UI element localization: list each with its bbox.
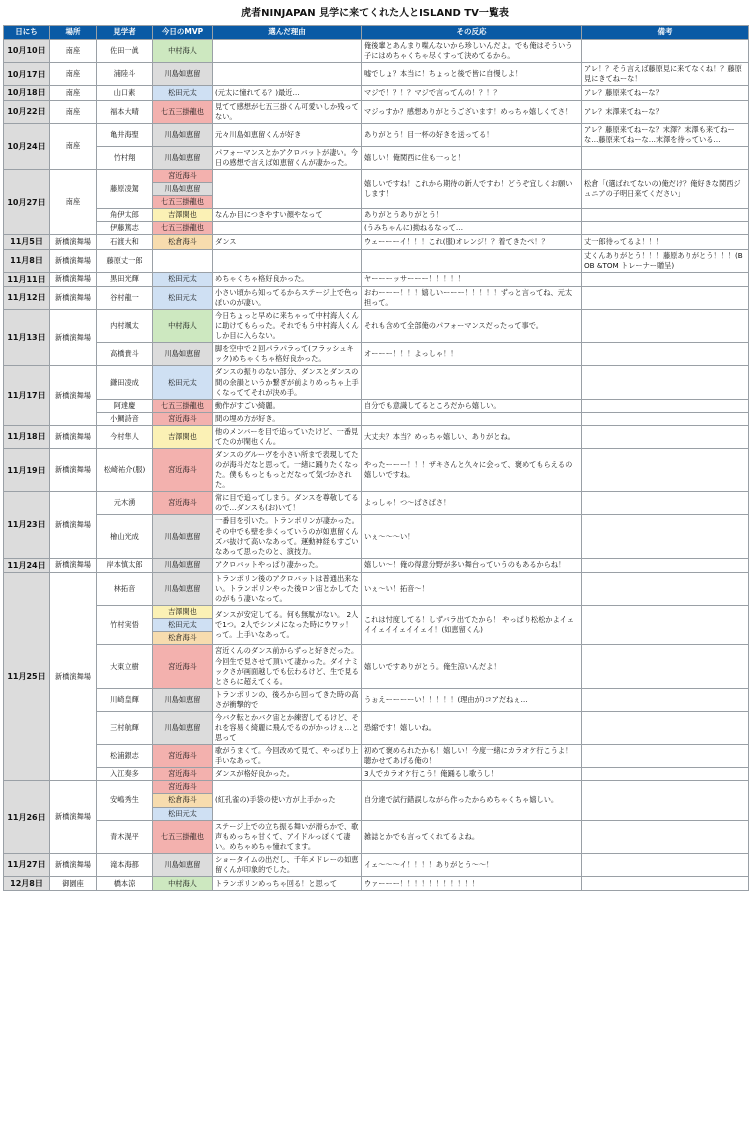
mvp-cell: 川島如恵留 xyxy=(153,123,213,146)
visitor-cell: 小鯛詩音 xyxy=(97,412,153,425)
note-cell xyxy=(582,572,749,605)
place-cell: 南座 xyxy=(50,100,97,123)
reason-cell: 歌がうまくて。今回改めて見て、やっぱり上手いなあって。 xyxy=(213,745,362,768)
place-cell: 新橋演舞場 xyxy=(50,558,97,572)
date-cell: 10月22日 xyxy=(4,100,50,123)
date-cell: 10月10日 xyxy=(4,40,50,63)
reason-cell: 常に目で追ってしまう。ダンスを尊敬してるので…ダンスも(お)いて！ xyxy=(213,492,362,515)
place-cell: 新橋演舞場 xyxy=(50,310,97,366)
date-cell: 11月12日 xyxy=(4,286,50,309)
table-row xyxy=(4,146,749,169)
note-cell xyxy=(582,781,749,820)
table-row xyxy=(4,515,749,558)
note-cell: アレ！？そう言えば藤原見に来てなくね！？藤原見にきてねーな！ xyxy=(582,63,749,86)
mvp-cell: 中村海人 xyxy=(153,310,213,343)
visitor-cell: 松崎祐介(服) xyxy=(97,448,153,491)
date-cell: 11月23日 xyxy=(4,492,50,558)
place-cell: 新橋演舞場 xyxy=(50,572,97,780)
table-row xyxy=(4,425,749,448)
mvp-cell: 七五三掛龍也 xyxy=(153,100,213,123)
reason-cell: ステージ上での立ち振る舞いが滑らかで、歌声もめっちゃ甘くて、アイドルっぽくて凄い。めちゃめちゃ憧れてます。 xyxy=(213,820,362,853)
reaction-cell: ウェーーーイ！！！これ(服)オレンジ！？着てきたぺ！？ xyxy=(362,235,582,249)
mvp-cell: 川島如恵留 xyxy=(153,343,213,366)
reaction-cell: いぇ〜い！拓音〜！ xyxy=(362,572,582,605)
table-row xyxy=(4,820,749,853)
date-cell: 11月5日 xyxy=(4,235,50,249)
mvp-cell: 川島如恵留 xyxy=(153,183,213,196)
reaction-cell: 初めて褒められたかも！嬉しい！今度一緒にカラオケ行こうよ！聴かせてあげる俺の！ xyxy=(362,745,582,768)
date-cell: 11月26日 xyxy=(4,781,50,853)
visitor-cell: 谷村龍一 xyxy=(97,286,153,309)
table-row xyxy=(4,768,749,781)
visitor-cell: 浦陸斗 xyxy=(97,63,153,86)
visitor-cell: 阿達慶 xyxy=(97,399,153,412)
reason-cell xyxy=(213,222,362,235)
mvp-cell: 宮近海斗 xyxy=(153,492,213,515)
visitor-cell: 伊藤篤志 xyxy=(97,222,153,235)
note-cell xyxy=(582,876,749,890)
place-cell: 新橋演舞場 xyxy=(50,853,97,876)
reason-cell xyxy=(213,249,362,272)
date-cell: 10月18日 xyxy=(4,86,50,100)
mvp-cell: 吉澤閑也 xyxy=(153,606,213,619)
reaction-cell: 3人でカラオケ行こう！俺踊るし歌うし！ xyxy=(362,768,582,781)
mvp-cell: 松田元太 xyxy=(153,286,213,309)
place-cell: 南座 xyxy=(50,63,97,86)
table-row xyxy=(4,853,749,876)
table-row xyxy=(4,366,749,399)
reaction-cell: マジっすか？感想ありがとうございます！めっちゃ嬉しくてさ！ xyxy=(362,100,582,123)
date-cell: 11月27日 xyxy=(4,853,50,876)
visitor-cell: 鎌田凌成 xyxy=(97,366,153,399)
reaction-cell: いぇ〜〜〜い！ xyxy=(362,515,582,558)
note-cell xyxy=(582,448,749,491)
mvp-cell: 中村海人 xyxy=(153,40,213,63)
header-visitor: 見学者 xyxy=(97,26,153,40)
reaction-cell xyxy=(362,412,582,425)
note-cell xyxy=(582,366,749,399)
visitor-cell: 滝本海都 xyxy=(97,853,153,876)
place-cell: 新橋演舞場 xyxy=(50,272,97,286)
reason-cell: ダンスが格好良かった。 xyxy=(213,768,362,781)
mvp-cell: 宮近海斗 xyxy=(153,645,213,688)
reaction-cell: 俺後輩とあんまり喋んないから珍しいんだよ。でも俺はそういう子にはめちゃくちゃ尽くすって決めてるから。 xyxy=(362,40,582,63)
note-cell: アレ？藤原来てねーな？末澤？末澤も来てねーな…藤原来てねーな…末澤を待っている… xyxy=(582,123,749,146)
mvp-cell: 松田元太 xyxy=(153,619,213,632)
visitor-cell: 松浦銀志 xyxy=(97,745,153,768)
reason-cell: アクロバットやっぱり凄かった。 xyxy=(213,558,362,572)
place-cell: 新橋演舞場 xyxy=(50,781,97,853)
date-cell: 11月25日 xyxy=(4,572,50,780)
mvp-cell: 川島如恵留 xyxy=(153,558,213,572)
place-cell: 新橋演舞場 xyxy=(50,366,97,425)
visitor-cell: 藤原凌駕 xyxy=(97,169,153,208)
table-row xyxy=(4,645,749,688)
visitor-cell: 佐田一眞 xyxy=(97,40,153,63)
note-cell xyxy=(582,515,749,558)
table-row xyxy=(4,492,749,515)
date-cell: 11月13日 xyxy=(4,310,50,366)
header-note: 備考 xyxy=(582,26,749,40)
mvp-cell: 川島如恵留 xyxy=(153,688,213,711)
visitor-cell: 今村隼人 xyxy=(97,425,153,448)
table-row xyxy=(4,169,749,182)
visitor-cell: 入江奏多 xyxy=(97,768,153,781)
reason-cell: パフォーマンスとかアクロバットが凄い。今日の感想で言えば如恵留くんが凄かった。 xyxy=(213,146,362,169)
date-cell: 11月18日 xyxy=(4,425,50,448)
date-cell: 11月19日 xyxy=(4,448,50,491)
place-cell: 南座 xyxy=(50,169,97,234)
reason-cell: なんか目につきやすい顔やなって xyxy=(213,209,362,222)
visitor-cell: 川崎皇輝 xyxy=(97,688,153,711)
reaction-cell: ありがとう！目一杯の好きを送ってる！ xyxy=(362,123,582,146)
table-row xyxy=(4,249,749,272)
reason-cell: めちゃくちゃ格好良かった。 xyxy=(213,272,362,286)
mvp-cell: 宮近海斗 xyxy=(153,768,213,781)
mvp-cell: 吉澤閑也 xyxy=(153,209,213,222)
reason-cell: (元太に憧れてる？)最近… xyxy=(213,86,362,100)
table-row xyxy=(4,100,749,123)
table-row xyxy=(4,286,749,309)
visitor-cell: 石渡大和 xyxy=(97,235,153,249)
date-cell: 10月24日 xyxy=(4,123,50,169)
header-mvp: 今日のMVP xyxy=(153,26,213,40)
reaction-cell: 嬉しいですありがとう。俺生涼いんだよ！ xyxy=(362,645,582,688)
place-cell: 南座 xyxy=(50,86,97,100)
note-cell xyxy=(582,853,749,876)
mvp-cell: 宮近海斗 xyxy=(153,412,213,425)
reaction-cell: 嬉しい！俺関西に住も一っと！ xyxy=(362,146,582,169)
date-cell: 11月24日 xyxy=(4,558,50,572)
note-cell xyxy=(582,768,749,781)
note-cell xyxy=(582,222,749,235)
mvp-cell: 川島如恵留 xyxy=(153,515,213,558)
mvp-cell: 宮近海斗 xyxy=(153,745,213,768)
table-row xyxy=(4,448,749,491)
note-cell: 丈一郎待ってるよ！！！ xyxy=(582,235,749,249)
reaction-cell: 雑誌とかでも言ってくれてるよね。 xyxy=(362,820,582,853)
visitor-cell: 岸本慎太郎 xyxy=(97,558,153,572)
reason-cell: 間の埋め方が好き。 xyxy=(213,412,362,425)
mvp-cell: 松倉海斗 xyxy=(153,632,213,645)
reason-cell: 今バク転とかバク宙とか練習してるけど、それを容易く綺麗に飛んでるのがかっけぇ…と思って xyxy=(213,711,362,744)
reason-cell: トランポリンの、後ろから回ってきた時の高さが衝撃的で xyxy=(213,688,362,711)
table-row xyxy=(4,745,749,768)
reason-cell: (紅孔雀の)手袋の使い方が上手かった xyxy=(213,781,362,820)
reaction-cell: イェ〜〜〜イ！！！！ありがとう〜〜！ xyxy=(362,853,582,876)
note-cell xyxy=(582,343,749,366)
reason-cell: ダンスが安定してる。何も無駄がない。 2人で1つ。2人でシンメになった時にウワッ！って。上手いなあって。 xyxy=(213,606,362,645)
reaction-cell: マジで！？！？マジで言ってんの！？！？ xyxy=(362,86,582,100)
mvp-cell: 七五三掛龍也 xyxy=(153,196,213,209)
mvp-cell xyxy=(153,249,213,272)
reason-cell: 見てて感想が七五三掛くん可愛いしか残ってない。 xyxy=(213,100,362,123)
date-cell: 10月17日 xyxy=(4,63,50,86)
reaction-cell: 大丈夫？本当？めっちゃ嬉しい、ありがとね。 xyxy=(362,425,582,448)
note-cell xyxy=(582,711,749,744)
mvp-cell: 宮近海斗 xyxy=(153,781,213,794)
table-row xyxy=(4,711,749,744)
date-cell: 10月27日 xyxy=(4,169,50,234)
place-cell: 新橋演舞場 xyxy=(50,492,97,558)
date-cell: 11月8日 xyxy=(4,249,50,272)
note-cell xyxy=(582,645,749,688)
visitor-cell: 三村航輝 xyxy=(97,711,153,744)
date-cell: 11月17日 xyxy=(4,366,50,425)
note-cell xyxy=(582,146,749,169)
table-row xyxy=(4,86,749,100)
note-cell xyxy=(582,688,749,711)
table-row xyxy=(4,781,749,794)
note-cell xyxy=(582,745,749,768)
visitor-cell: 青木滉平 xyxy=(97,820,153,853)
mvp-cell: 宮近海斗 xyxy=(153,169,213,182)
reason-cell: 今日ちょっと早めに来ちゃって中村海人くんに助けてもらった。それでもう中村海人くんしか目に入らない。 xyxy=(213,310,362,343)
visitor-cell: 安嶋秀生 xyxy=(97,781,153,820)
visitor-cell: 林拓音 xyxy=(97,572,153,605)
mvp-cell: 中村海人 xyxy=(153,876,213,890)
table-row xyxy=(4,209,749,222)
reaction-cell: うぉえーーーーい！！！！！(理由が)コアだねぇ… xyxy=(362,688,582,711)
note-cell xyxy=(582,412,749,425)
reason-cell xyxy=(213,169,362,208)
mvp-cell: 七五三掛龍也 xyxy=(153,399,213,412)
table-row xyxy=(4,558,749,572)
visitor-cell: 檜山光成 xyxy=(97,515,153,558)
reason-cell: 宮近くんのダンス前からずっと好きだった。今回生で見させて頂いて凄かった。ダイナミックさが画面越しでも伝わるけど、生で見るとさらに超えてくる。 xyxy=(213,645,362,688)
table-row xyxy=(4,310,749,343)
reaction-cell xyxy=(362,366,582,399)
note-cell xyxy=(582,286,749,309)
reaction-cell: ヤーーーッサーーー！！！！！ xyxy=(362,272,582,286)
table-row xyxy=(4,688,749,711)
note-cell xyxy=(582,558,749,572)
table-body xyxy=(4,40,749,891)
reason-cell: ダンスのグルーヴを小さい所まで表現してたのが海斗だなと思って。一緒に踊りたくなった。僕ももっともっとだなって気づかされた。 xyxy=(213,448,362,491)
visitor-cell: 藤原丈一郎 xyxy=(97,249,153,272)
table-row xyxy=(4,876,749,890)
mvp-cell: 松倉海斗 xyxy=(153,235,213,249)
date-cell: 11月11日 xyxy=(4,272,50,286)
visitor-cell: 亀井海聖 xyxy=(97,123,153,146)
reason-cell: トランポリンめっちゃ回る！と思って xyxy=(213,876,362,890)
note-cell xyxy=(582,209,749,222)
reason-cell xyxy=(213,40,362,63)
table-row xyxy=(4,572,749,605)
header-reason: 選んだ理由 xyxy=(213,26,362,40)
reaction-cell: よっしゃ！つ〜ばさばさ！ xyxy=(362,492,582,515)
page-title: 虎者NINJAPAN 見学に来てくれた人とISLAND TV一覧表 xyxy=(241,8,509,19)
note-cell xyxy=(582,492,749,515)
mvp-cell: 川島如恵留 xyxy=(153,853,213,876)
visitor-cell: 竹村実悟 xyxy=(97,606,153,645)
table-row xyxy=(4,399,749,412)
place-cell: 新橋演舞場 xyxy=(50,286,97,309)
table-row xyxy=(4,63,749,86)
reaction-cell: 嘘でしょ？本当に！ちょっと後で皆に自慢しよ！ xyxy=(362,63,582,86)
reason-cell: 動作がすごい綺麗。 xyxy=(213,399,362,412)
reaction-cell: 恐縮です！嬉しいね。 xyxy=(362,711,582,744)
reaction-cell: (うみちゃんに)拗ねるなって… xyxy=(362,222,582,235)
visitor-cell: 福本大晴 xyxy=(97,100,153,123)
table-row xyxy=(4,606,749,619)
reaction-cell: やったーーー！！！ザキさんと久々に会って、褒めてもらえるの嬉しいですね。 xyxy=(362,448,582,491)
visitor-cell: 橋本涼 xyxy=(97,876,153,890)
place-cell: 新橋演舞場 xyxy=(50,425,97,448)
visitor-table xyxy=(3,25,749,891)
mvp-cell: 川島如恵留 xyxy=(153,572,213,605)
reason-cell: トランポリン後のアクロバットは普通出来ない。トランポリンやった後ロン宙とかしてたのがもう凄いなって。 xyxy=(213,572,362,605)
reason-cell: 元々川島如恵留くんが好き xyxy=(213,123,362,146)
date-cell: 12月8日 xyxy=(4,876,50,890)
table-row xyxy=(4,343,749,366)
reaction-cell xyxy=(362,249,582,272)
reaction-cell: 嬉しいですね！これから期待の新人ですわ！どうぞ宜しくお願いします！ xyxy=(362,169,582,208)
table-row xyxy=(4,40,749,63)
note-cell: 丈くんありがとう！！！藤原ありがとう！！！(BOB &TOM トレーナー贈呈) xyxy=(582,249,749,272)
table-row xyxy=(4,123,749,146)
mvp-cell: 七五三掛龍也 xyxy=(153,222,213,235)
reason-cell: 一番目を引いた。トランポリンが凄かった。その中でも壁を歩くっていうのが如恵留くんズバ抜けて高いなあって。運動神経もすごいなあって思ったのと、演技力。 xyxy=(213,515,362,558)
note-cell xyxy=(582,399,749,412)
visitor-cell: 大東立樹 xyxy=(97,645,153,688)
note-cell: 松倉「(選ばれてないの)俺だけ？俺好きな関西ジュニアの子明日来てください」 xyxy=(582,169,749,208)
note-cell: アレ？末澤来てねーな？ xyxy=(582,100,749,123)
note-cell xyxy=(582,425,749,448)
reaction-cell: 自分でも意識してるところだから嬉しい。 xyxy=(362,399,582,412)
place-cell: 新橋演舞場 xyxy=(50,235,97,249)
reaction-cell: ウァーーー！！！！！！！！！！！ xyxy=(362,876,582,890)
visitor-cell: 竹村翔 xyxy=(97,146,153,169)
mvp-cell: 松田元太 xyxy=(153,272,213,286)
visitor-cell: 元木湧 xyxy=(97,492,153,515)
mvp-cell: 川島如恵留 xyxy=(153,146,213,169)
table-header-row xyxy=(4,26,749,40)
place-cell: 新橋演舞場 xyxy=(50,448,97,491)
reason-cell: ダンスの振りのない部分、ダンスとダンスの間の余韻というか繋ぎが前よりめっちゃ上手くなっててそれが決め手。 xyxy=(213,366,362,399)
reason-cell: ショータイムの出だし、千年メドレーの如恵留くんが印象的でした。 xyxy=(213,853,362,876)
reason-cell: 脚を空中で２回パラパラって(フラッシュキック)めちゃくちゃ格好良かった。 xyxy=(213,343,362,366)
visitor-cell: 黒田光輝 xyxy=(97,272,153,286)
reaction-cell: ありがとうありがとう！ xyxy=(362,209,582,222)
mvp-cell: 松田元太 xyxy=(153,366,213,399)
header-date: 日にち xyxy=(4,26,50,40)
note-cell xyxy=(582,310,749,343)
note-cell xyxy=(582,272,749,286)
reaction-cell: オーーー！！！よっしゃ！！ xyxy=(362,343,582,366)
mvp-cell: 川島如恵留 xyxy=(153,711,213,744)
reaction-cell: これは忖度してる！しずバラ出てたから！ やっぱり松松かよイェイイェイイェイイェイ！(如恵留くん) xyxy=(362,606,582,645)
table-row xyxy=(4,235,749,249)
mvp-cell: 吉澤閑也 xyxy=(153,425,213,448)
reason-cell: 小さい頃から知ってるからステージ上で色っぽいのが凄い。 xyxy=(213,286,362,309)
visitor-cell: 山口素 xyxy=(97,86,153,100)
reaction-cell: おわーーー！！！嬉しいーーー！！！！！ずっと言ってね、元太担って。 xyxy=(362,286,582,309)
reason-cell xyxy=(213,63,362,86)
place-cell: 南座 xyxy=(50,123,97,169)
visitor-cell: 内村颯太 xyxy=(97,310,153,343)
table-row xyxy=(4,222,749,235)
header-reaction: その反応 xyxy=(362,26,582,40)
note-cell xyxy=(582,606,749,645)
place-cell: 御園座 xyxy=(50,876,97,890)
mvp-cell: 宮近海斗 xyxy=(153,448,213,491)
reaction-cell: それも含めて全部俺のパフォーマンスだったって事で。 xyxy=(362,310,582,343)
table-row xyxy=(4,412,749,425)
mvp-cell: 松田元太 xyxy=(153,86,213,100)
reason-cell: 他のメンバーを目で追っていたけど、一番見てたのが閑也くん。 xyxy=(213,425,362,448)
place-cell: 新橋演舞場 xyxy=(50,249,97,272)
header-place: 場所 xyxy=(50,26,97,40)
reaction-cell: 嬉しい〜！俺の得意分野が多い舞台っていうのもあるからね！ xyxy=(362,558,582,572)
place-cell: 南座 xyxy=(50,40,97,63)
reason-cell: ダンス xyxy=(213,235,362,249)
mvp-cell: 川島如恵留 xyxy=(153,63,213,86)
mvp-cell: 松田元太 xyxy=(153,807,213,820)
reaction-cell: 自分達で試行錯誤しながら作ったからめちゃくちゃ嬉しい。 xyxy=(362,781,582,820)
note-cell xyxy=(582,820,749,853)
table-row xyxy=(4,272,749,286)
note-cell xyxy=(582,40,749,63)
mvp-cell: 七五三掛龍也 xyxy=(153,820,213,853)
visitor-cell: 角伊太郎 xyxy=(97,209,153,222)
visitor-cell: 高橋貴斗 xyxy=(97,343,153,366)
note-cell: アレ？藤原来てねーな？ xyxy=(582,86,749,100)
mvp-cell: 松倉海斗 xyxy=(153,794,213,807)
